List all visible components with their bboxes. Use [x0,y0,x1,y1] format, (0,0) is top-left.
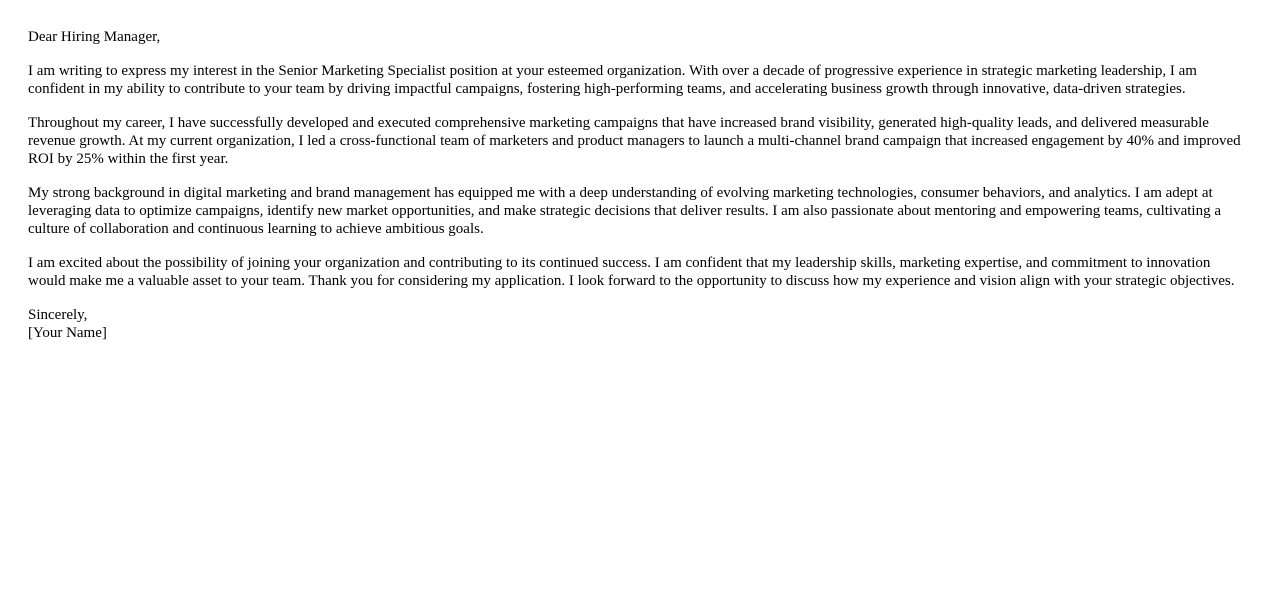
paragraph-background: My strong background in digital marketing and brand management has equipped me with a deep understanding of evolving marketing technologies, consumer behaviors, and analytics. I am adept at leveraging data to optimize campaigns, identify new market opportunities, and make strategic decisions that deliver results. I am also passionate about mentoring and empowering teams, cultivating a culture of collaboration and continuous learning to achieve ambitious goals. [28,185,1221,237]
closing: Sincerely, [28,307,88,323]
paragraph-interest: I am writing to express my interest in the Senior Marketing Specialist position at your esteemed organization. With over a decade of progressive experience in strategic marketing leadership, I am confident in my ability to contribute to your team by driving impactful campaigns, fostering high-performing teams, and accelerating business growth through innovative, data-driven strategies. [28,63,1197,97]
salutation: Dear Hiring Manager, [28,29,161,45]
paragraph-closing-statement: I am excited about the possibility of joining your organization and contributing to its continued success. I am confident that my leadership skills, marketing expertise, and commitment to innovation would make me a valuable asset to your team. Thank you for considering my application. I look forward to the opportunity to discuss how my experience and vision align with your strategic objectives. [28,255,1235,289]
cover-letter [28,28,1250,358]
signature: [Your Name] [28,325,107,341]
sign-off [28,306,1250,342]
paragraph-career: Throughout my career, I have successfully developed and executed comprehensive marketing campaigns that have increased brand visibility, generated high-quality leads, and delivered measurable revenue growth. At my current organization, I led a cross-functional team of marketers and product managers to launch a multi-channel brand campaign that increased engagement by 40% and improved ROI by 25% within the first year. [28,115,1241,167]
